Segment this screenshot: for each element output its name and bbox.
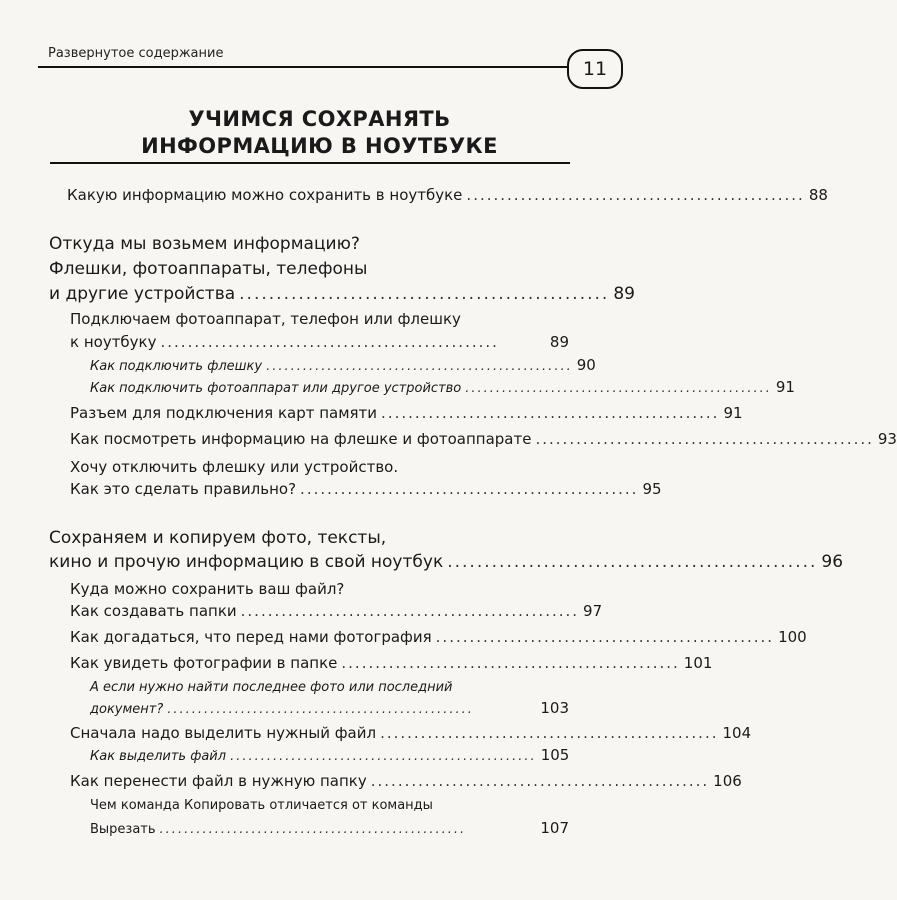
leader-dots: .................................................. [167, 702, 474, 717]
toc-entry-text: Разъем для подключения карт памяти [70, 404, 378, 422]
chapter-title-line-1: УЧИМСЯ СОХРАНЯТЬ [188, 107, 451, 131]
toc-entry-text: Как посмотреть информацию на флешке и фотоаппарате [70, 430, 532, 448]
toc-entry-text: Как создавать папки [70, 602, 237, 620]
toc-entry-text: и другие устройства [49, 284, 236, 304]
toc-entry-text: Как подключить фотоаппарат или другое устройство [90, 381, 462, 396]
leader-dots: .................................................. [266, 359, 573, 374]
leader-dots: .................................................. [341, 654, 680, 672]
toc-page-number: 89 [549, 333, 569, 351]
toc-entry-text: Как подключить флешку [90, 359, 263, 374]
toc-entry-text: Как перенести файл в нужную папку [70, 772, 367, 790]
toc-entry-text: кино и прочую информацию в свой ноутбук [49, 552, 444, 572]
toc-page-number: 90 [576, 356, 596, 374]
leader-dots: .................................................. [240, 602, 580, 620]
chapter-title [0, 106, 639, 160]
toc-page-number: 97 [583, 602, 603, 620]
header-rule [38, 66, 583, 68]
toc-page-number: 101 [683, 654, 713, 672]
toc-entry-text: Как увидеть фотографии в папке [70, 654, 338, 672]
toc-page-number: 103 [540, 699, 569, 717]
toc-entry-text: Сохраняем и копируем фото, тексты, [49, 528, 387, 548]
chapter-title-line-2: ИНФОРМАЦИЮ В НОУТБУКЕ [141, 134, 498, 158]
leader-dots: .................................................. [230, 749, 537, 764]
page-number: 11 [567, 49, 623, 89]
header-label: Развернутое содержание [48, 46, 224, 61]
toc-page-number: 93 [877, 430, 897, 448]
toc-entry-text: Сначала надо выделить нужный файл [70, 724, 377, 742]
leader-dots: .................................................. [381, 404, 720, 422]
toc-page-number: 88 [808, 186, 828, 204]
toc-entry-text: Вырезать [90, 822, 156, 837]
toc-entry-text: Подключаем фотоаппарат, телефон или флешку [70, 310, 461, 328]
toc-entry-text: Флешки, фотоаппараты, телефоны [49, 259, 368, 279]
toc-page-number: 91 [723, 404, 743, 422]
toc-page-number: 100 [778, 628, 807, 646]
leader-dots: .................................................. [370, 772, 710, 790]
leader-dots: .................................................. [466, 186, 805, 204]
toc-entry-text: Как выделить файл [90, 749, 227, 764]
toc-entry-text: к ноутбуку [70, 333, 157, 351]
toc-entry-text: документ? [90, 702, 164, 717]
leader-dots: .................................................. [447, 552, 818, 572]
toc-page-number: 104 [722, 724, 752, 742]
toc-page-number: 91 [775, 378, 795, 396]
leader-dots: .................................................. [380, 724, 719, 742]
toc-page-number: 105 [540, 746, 570, 764]
chapter-rule [50, 162, 570, 164]
toc-page-number: 95 [642, 480, 662, 498]
leader-dots: .................................................. [159, 822, 467, 837]
toc-entry-text: А если нужно найти последнее фото или последний [90, 680, 453, 695]
toc-entry-text: Чем команда Копировать отличается от команды [90, 798, 433, 813]
leader-dots: .................................................. [465, 381, 772, 396]
toc-page-number: 89 [613, 284, 635, 304]
toc-page-number: 96 [821, 552, 844, 572]
toc-entry-text: Откуда мы возьмем информацию? [49, 234, 360, 254]
toc-page-number: 106 [713, 772, 742, 790]
toc-entry-text: Куда можно сохранить ваш файл? [70, 580, 345, 598]
leader-dots: .................................................. [300, 480, 639, 498]
leader-dots: .................................................. [535, 430, 874, 448]
leader-dots: .................................................. [160, 333, 499, 351]
leader-dots: .................................................. [239, 284, 610, 304]
toc-entry-text: Как это сделать правильно? [70, 480, 297, 498]
toc-page-number: 107 [540, 819, 569, 837]
toc-entry-text: Как догадаться, что перед нами фотография [70, 628, 432, 646]
toc-entry-text: Какую информацию можно сохранить в ноутбуке [67, 186, 463, 204]
running-header [20, 42, 626, 92]
leader-dots: .................................................. [435, 628, 775, 646]
toc-entry-text: Хочу отключить флешку или устройство. [70, 458, 399, 476]
